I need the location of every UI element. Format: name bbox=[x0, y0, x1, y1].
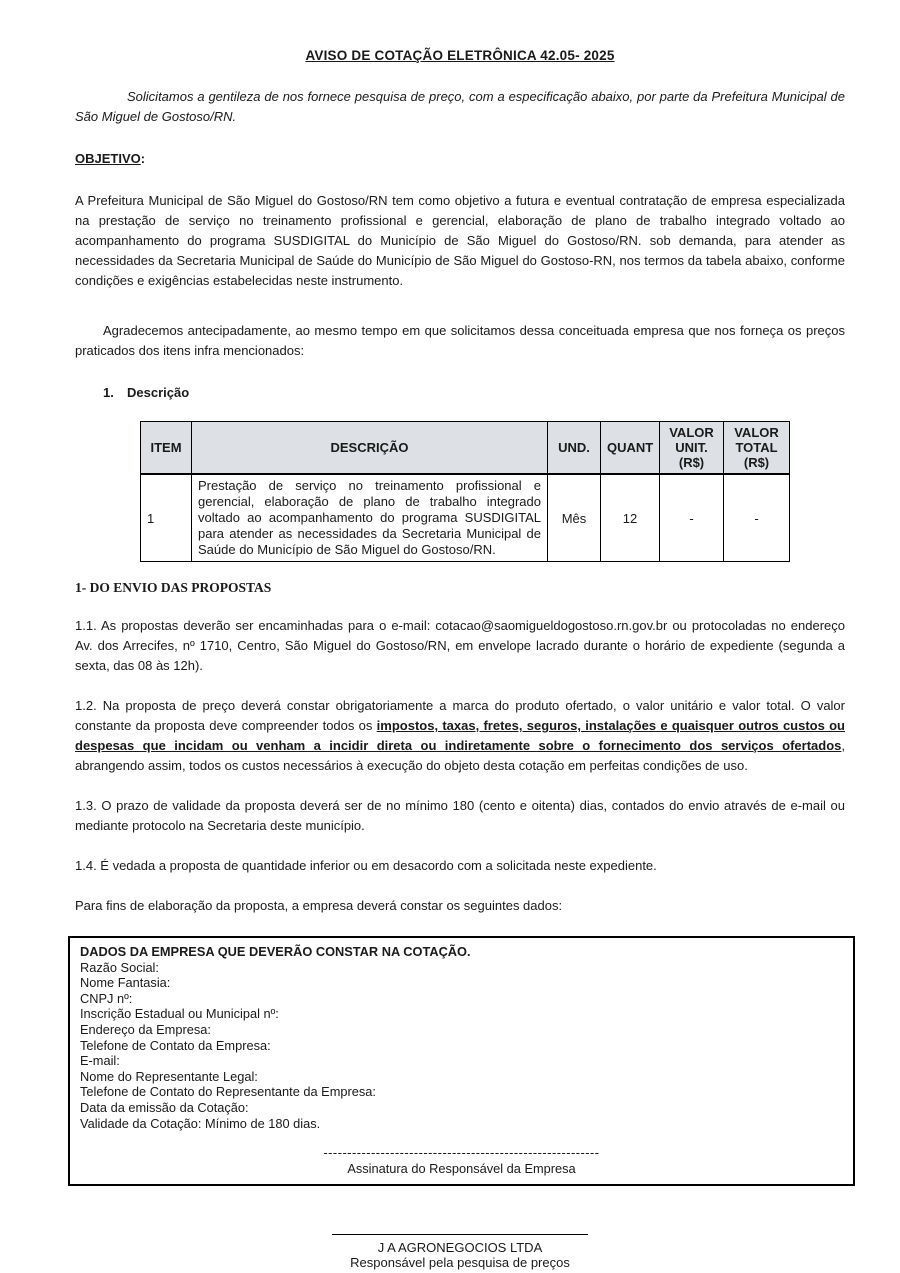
item-number: 1. bbox=[103, 385, 114, 400]
table-header-row bbox=[141, 422, 790, 475]
item-label: Descrição bbox=[127, 385, 190, 400]
header-valor-unit: VALOR UNIT. (R$) bbox=[660, 422, 724, 475]
quotation-table bbox=[140, 421, 790, 562]
field-inscricao: Inscrição Estadual ou Municipal nº: bbox=[80, 1006, 279, 1022]
objetivo-paragraph: A Prefeitura Municipal de São Miguel do Gostoso/RN tem como objetivo a futura e eventual contratação de empresa especializada na prestação de serviço no treinamento profissional e gerencial, elaboração de plano de trabalho integrado voltado ao acompanhamento do programa SUSDIGITAL do Município de São Miguel do Gostoso/RN. sob demanda, para atender as necessidades da Secretaria Municipal de Saúde do Município de São Miguel do Gostoso-RN, nos termos da tabela abaixo, conforme condições e exigências estabelecidas neste instrumento. bbox=[75, 193, 845, 288]
header-quant: QUANT bbox=[601, 422, 660, 475]
field-cnpj: CNPJ nº: bbox=[80, 990, 133, 1006]
company-box-title: DADOS DA EMPRESA QUE DEVERÃO CONSTAR NA COTAÇÃO. bbox=[80, 944, 471, 959]
field-representante: Nome do Representante Legal: bbox=[80, 1068, 258, 1084]
field-telefone-empresa: Telefone de Contato da Empresa: bbox=[80, 1037, 271, 1053]
field-validade: Validade da Cotação: Mínimo de 180 dias. bbox=[80, 1115, 321, 1131]
signature-dashed-line: ---------------------------------------------------------- bbox=[323, 1145, 600, 1161]
responsible-company-name: J A AGRONEGOCIOS LTDA bbox=[377, 1239, 543, 1255]
cell-quant: 12 bbox=[601, 474, 660, 562]
header-und: UND. bbox=[548, 422, 601, 475]
field-nome-fantasia: Nome Fantasia: bbox=[80, 975, 171, 991]
page-title: AVISO DE COTAÇÃO ELETRÔNICA 42.05- 2025 bbox=[305, 48, 615, 63]
field-razao-social: Razão Social: bbox=[80, 959, 159, 975]
thanks-paragraph: Agradecemos antecipadamente, ao mesmo tempo em que solicitamos dessa conceituada empresa que nos forneça os preços praticados dos itens infra mencionados: bbox=[75, 323, 845, 358]
item-heading bbox=[75, 383, 845, 403]
field-telefone-representante: Telefone de Contato do Representante da Empresa: bbox=[80, 1084, 376, 1100]
intro-paragraph: Solicitamos a gentileza de nos fornece pesquisa de preço, com a especificação abaixo, por parte da Prefeitura Municipal de São Miguel de Gostoso/RN. bbox=[75, 89, 845, 124]
cell-valor-total: - bbox=[724, 474, 790, 562]
header-valor-total: VALOR TOTAL (R$) bbox=[724, 422, 790, 475]
field-email: E-mail: bbox=[80, 1053, 120, 1069]
header-item: ITEM bbox=[141, 422, 192, 475]
responsible-signature-block bbox=[75, 1224, 845, 1271]
responsible-role: Responsável pela pesquisa de preços bbox=[350, 1255, 570, 1271]
table-row bbox=[141, 474, 790, 562]
paragraph-elaboracao: Para fins de elaboração da proposta, a empresa deverá constar os seguintes dados: bbox=[75, 898, 563, 913]
paragraph-1-1: 1.1. As propostas deverão ser encaminhadas para o e-mail: cotacao@saomigueldogostoso.rn.gov.br ou protocoladas no endereço Av. dos Arrecifes, nº 1710, Centro, São Miguel do Gostoso/RN, em envelope lacrado durante o horário de expediente (segunda a sexta, das 08 às 12h). bbox=[75, 618, 845, 673]
paragraph-1-2 bbox=[75, 696, 845, 776]
box-signature-area bbox=[80, 1145, 843, 1176]
paragraph-1-4: 1.4. É vedada a proposta de quantidade inferior ou em desacordo com a solicitada neste expediente. bbox=[75, 858, 657, 873]
paragraph-1-3: 1.3. O prazo de validade da proposta deverá ser de no mínimo 180 (cento e oitenta) dias, contados do envio através de e-mail ou mediante protocolo na Secretaria deste município. bbox=[75, 798, 845, 833]
cell-descricao: Prestação de serviço no treinamento profissional e gerencial, elaboração de plano de trabalho integrado voltado ao acompanhamento do programa SUSDIGITAL para atender as necessidades da Secretaria Municipal de Saúde do Município de São Miguel do Gostoso/RN. bbox=[192, 474, 548, 562]
objetivo-colon: : bbox=[140, 151, 146, 166]
cell-und: Mês bbox=[548, 474, 601, 562]
field-endereco: Endereço da Empresa: bbox=[80, 1021, 211, 1037]
field-data-emissao: Data da emissão da Cotação: bbox=[80, 1099, 249, 1115]
objetivo-heading bbox=[75, 149, 845, 169]
objetivo-label: OBJETIVO bbox=[75, 151, 141, 166]
header-descricao: DESCRIÇÃO bbox=[192, 422, 548, 475]
cell-item: 1 bbox=[141, 474, 192, 562]
envio-heading: 1- DO ENVIO DAS PROPOSTAS bbox=[75, 580, 272, 595]
signature-label: Assinatura do Responsável da Empresa bbox=[347, 1160, 576, 1176]
signature-rule bbox=[332, 1234, 588, 1236]
paragraph-1-2-start: 1.2. Na proposta de preço deverá constar obrigatoriamente a marca do produto ofertado, o valor unitário e valor total. O valor constante da proposta deve compreender todos os bbox=[75, 698, 845, 733]
cell-valor-unit: - bbox=[660, 474, 724, 562]
company-data-box bbox=[68, 936, 855, 1186]
paragraph-1-2-emphasis: impostos, taxas, fretes, seguros, instalações e quaisquer outros custos ou despesas que incidam ou venham a incidir direta ou indiretamente sobre o fornecimento dos serviços ofertados bbox=[75, 718, 845, 753]
paragraph-1-2-end: , abrangendo assim, todos os custos necessários à execução do objeto desta cotação em perfeitas condições de uso. bbox=[75, 738, 845, 773]
